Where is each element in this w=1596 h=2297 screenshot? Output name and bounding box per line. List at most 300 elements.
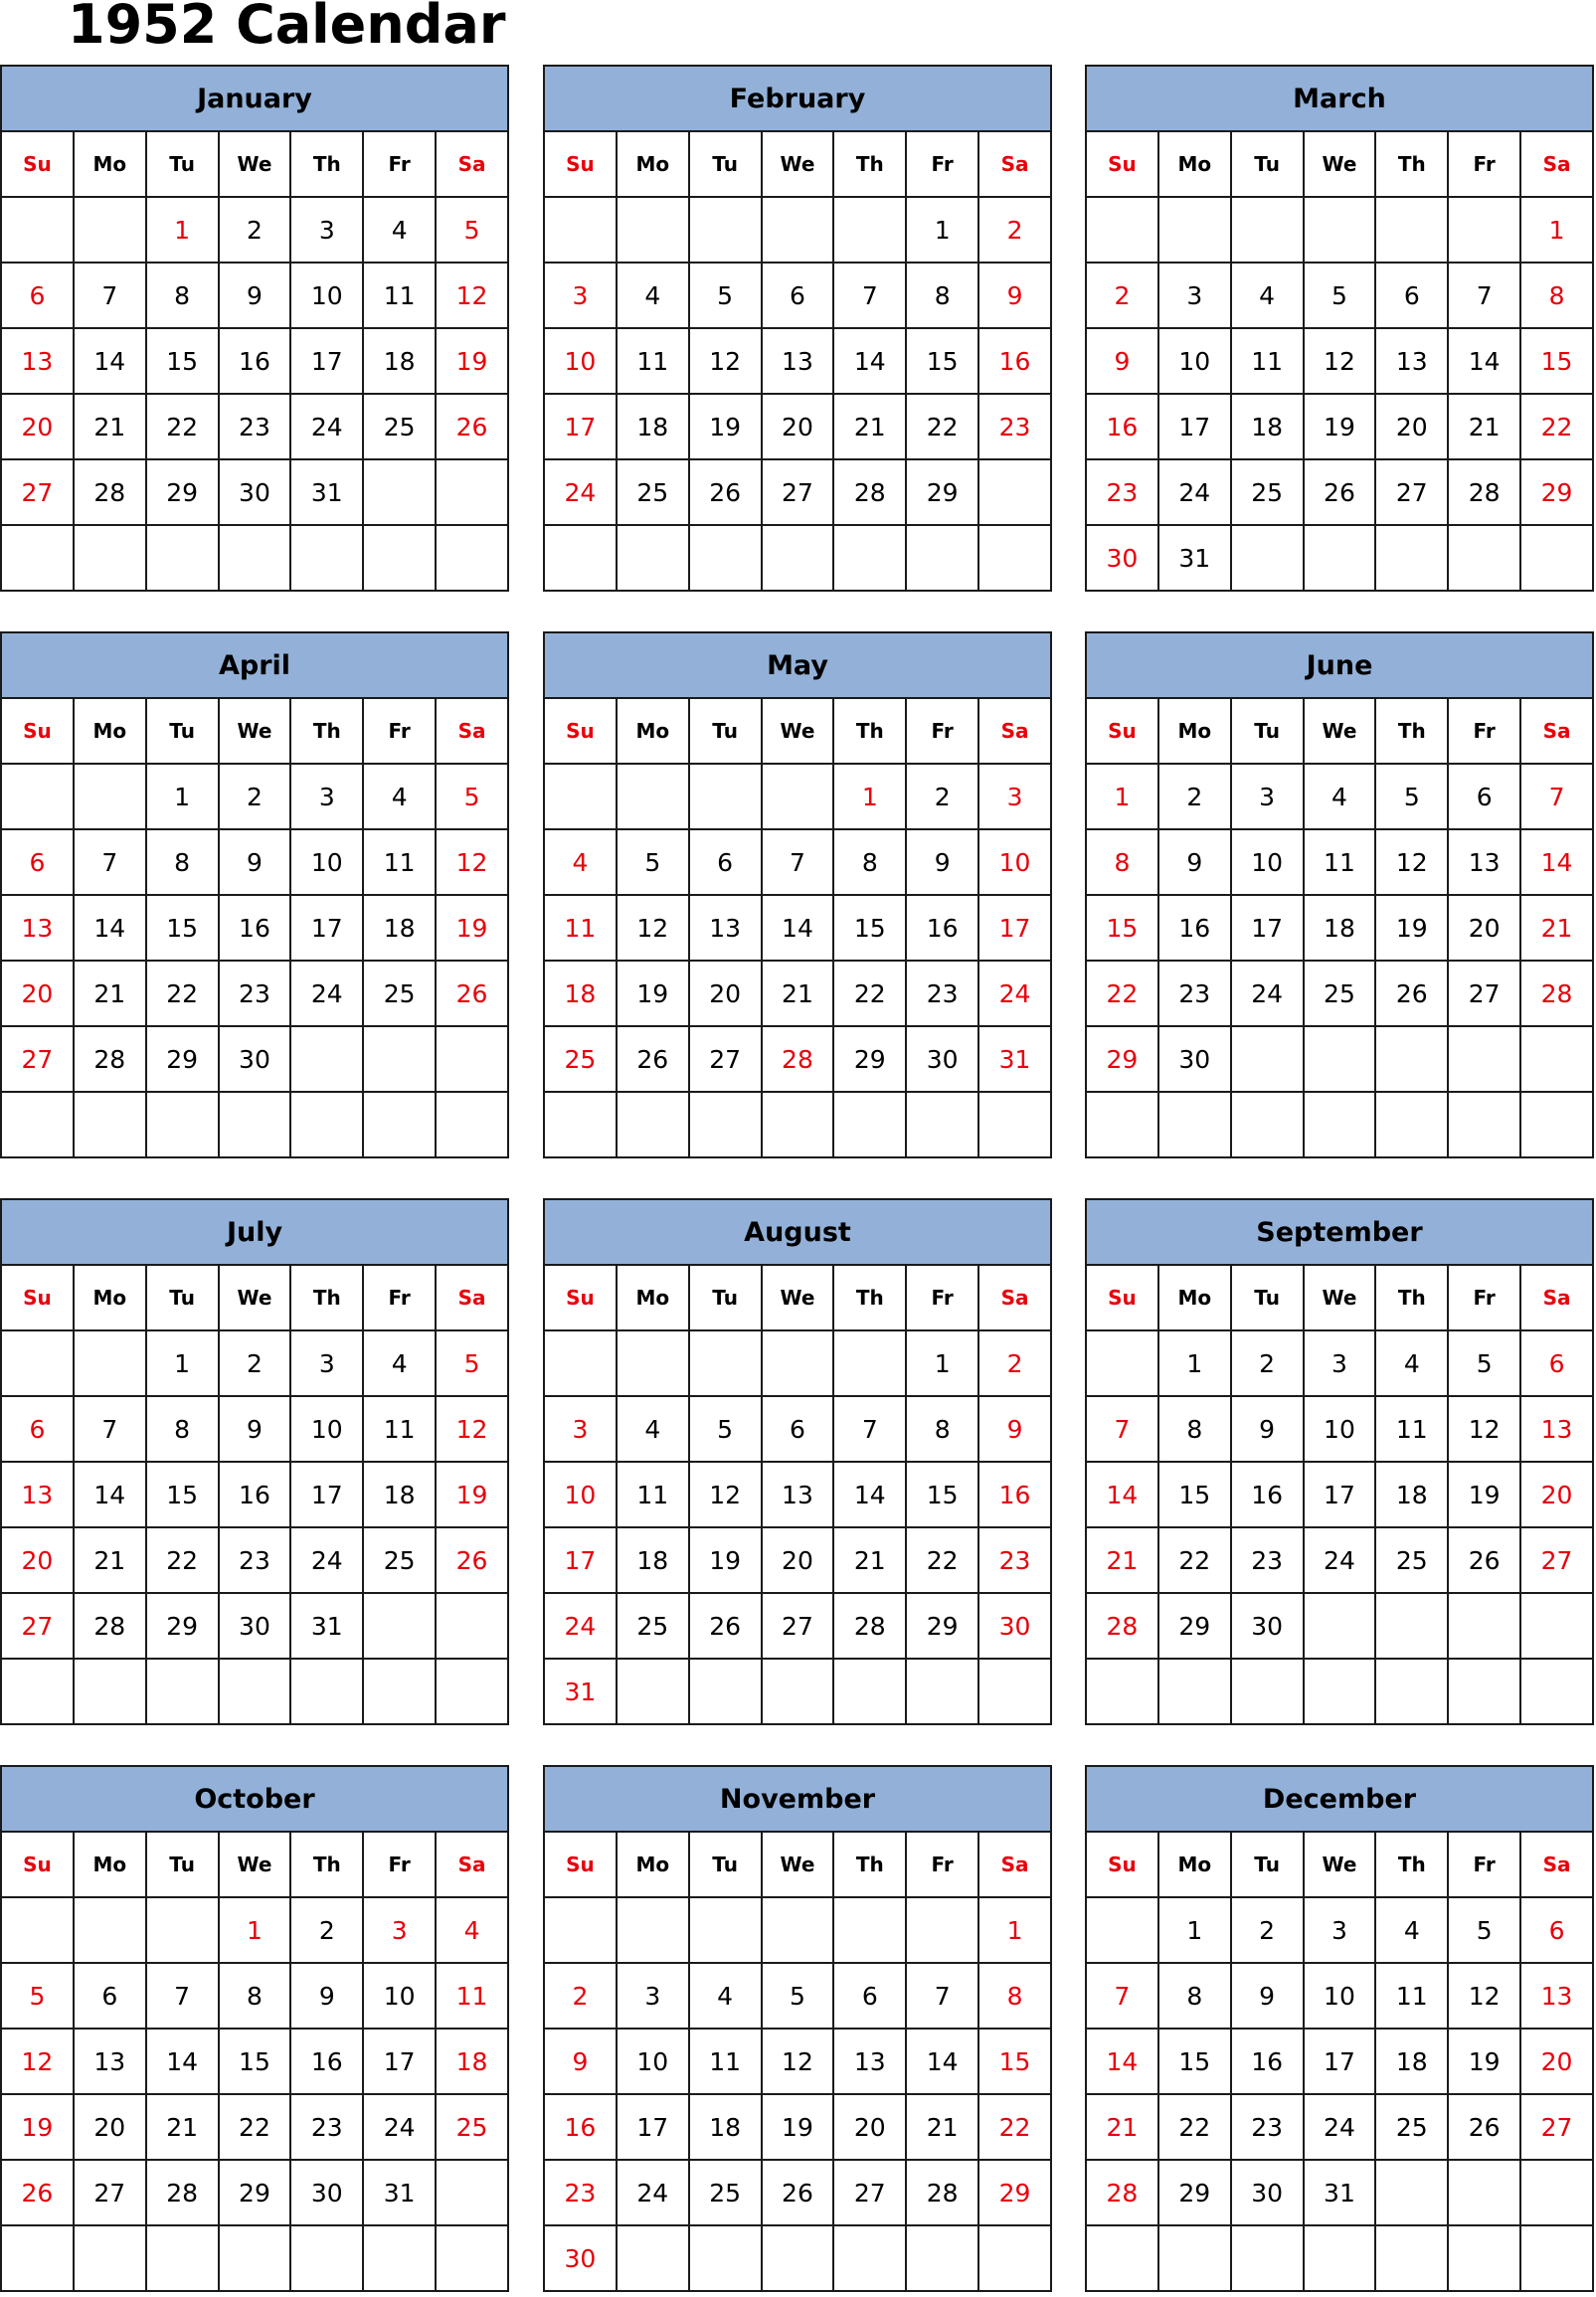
day-cell: 4 [689,1963,762,2029]
day-cell: 22 [146,961,219,1026]
weekday-label: We [762,131,834,197]
weekday-label: Tu [689,1832,762,1897]
weekday-label: Sa [436,131,508,197]
weekday-label: We [762,698,834,764]
day-cell: 1 [1158,1330,1231,1396]
day-cell: 12 [617,895,689,961]
month-february [543,65,1052,596]
empty-cell [617,2225,689,2291]
day-cell: 13 [1,895,74,961]
day-cell: 14 [833,1462,906,1527]
day-cell: 6 [1,1396,74,1462]
week-row [1086,525,1593,591]
day-cell: 19 [436,895,508,961]
day-cell: 1 [906,197,978,263]
day-cell: 11 [617,1462,689,1527]
day-cell: 4 [1375,1897,1448,1963]
empty-cell [219,1092,291,1157]
day-cell: 31 [978,1026,1051,1092]
day-cell: 12 [436,1396,508,1462]
empty-cell [978,459,1051,525]
day-cell: 31 [1304,2160,1376,2225]
week-row [544,1897,1051,1963]
day-cell: 8 [1158,1396,1231,1462]
week-row [1,328,508,394]
empty-cell [1,764,74,829]
day-cell: 16 [1231,1462,1304,1527]
day-cell: 4 [363,1330,436,1396]
week-row [544,459,1051,525]
week-row [1086,197,1593,263]
empty-cell [544,1897,617,1963]
empty-cell [1375,1593,1448,1659]
day-cell: 4 [436,1897,508,1963]
day-cell: 27 [762,459,834,525]
month-table [543,1765,1052,2292]
day-cell: 10 [1158,328,1231,394]
day-cell: 13 [1,1462,74,1527]
empty-cell [1086,2225,1158,2291]
day-cell: 23 [219,1527,291,1593]
day-cell: 27 [762,1593,834,1659]
empty-cell [1231,525,1304,591]
weekday-label: Th [833,698,906,764]
empty-cell [544,197,617,263]
day-cell: 16 [290,2029,363,2094]
day-cell: 1 [978,1897,1051,1963]
empty-cell [146,525,219,591]
month-table [0,631,509,1158]
day-cell: 11 [436,1963,508,2029]
day-cell: 23 [1231,2094,1304,2160]
day-cell: 27 [1,1593,74,1659]
empty-cell [1448,525,1520,591]
week-row [1086,1330,1593,1396]
weekday-label: Su [544,1832,617,1897]
empty-cell [219,1659,291,1724]
day-cell: 23 [1086,459,1158,525]
day-cell: 27 [1520,1527,1593,1593]
week-row [1086,394,1593,459]
day-cell: 12 [1448,1396,1520,1462]
empty-cell [1086,1092,1158,1157]
day-cell: 26 [436,394,508,459]
day-cell: 29 [833,1026,906,1092]
day-cell: 21 [74,1527,146,1593]
empty-cell [617,1330,689,1396]
day-cell: 19 [436,1462,508,1527]
day-cell: 20 [762,394,834,459]
week-row [544,1396,1051,1462]
day-cell: 25 [617,1593,689,1659]
empty-cell [1448,2160,1520,2225]
week-row [544,2225,1051,2291]
day-cell: 22 [1520,394,1593,459]
day-cell: 3 [290,764,363,829]
week-row [544,2094,1051,2160]
day-cell: 10 [1304,1963,1376,2029]
empty-cell [1448,2225,1520,2291]
weekday-label: Mo [74,698,146,764]
day-cell: 16 [1086,394,1158,459]
day-cell: 18 [689,2094,762,2160]
day-cell: 31 [290,1593,363,1659]
day-cell: 13 [1448,829,1520,895]
day-cell: 31 [363,2160,436,2225]
empty-cell [1448,197,1520,263]
day-cell: 2 [978,197,1051,263]
empty-cell [906,1897,978,1963]
week-row [1,2094,508,2160]
day-cell: 18 [1231,394,1304,459]
day-cell: 18 [1375,1462,1448,1527]
day-cell: 19 [1,2094,74,2160]
month-table [1085,1765,1594,2292]
day-cell: 24 [1304,2094,1376,2160]
day-cell: 28 [833,459,906,525]
weekday-label: Fr [363,1265,436,1330]
day-cell: 21 [146,2094,219,2160]
day-cell: 25 [363,961,436,1026]
week-row [1,1897,508,1963]
empty-cell [617,197,689,263]
day-cell: 16 [978,1462,1051,1527]
day-cell: 4 [1375,1330,1448,1396]
day-cell: 29 [906,459,978,525]
day-cell: 29 [146,1593,219,1659]
day-cell: 13 [1,328,74,394]
empty-cell [544,1330,617,1396]
day-cell: 7 [1520,764,1593,829]
day-cell: 7 [74,1396,146,1462]
day-cell: 2 [1158,764,1231,829]
weekday-label: Th [290,1265,363,1330]
day-cell: 1 [146,1330,219,1396]
day-cell: 8 [146,829,219,895]
empty-cell [762,764,834,829]
month-table [0,1765,509,2292]
day-cell: 5 [689,1396,762,1462]
day-cell: 8 [146,263,219,328]
week-row [1086,263,1593,328]
empty-cell [762,1897,834,1963]
week-row [1086,1092,1593,1157]
day-cell: 27 [1375,459,1448,525]
day-cell: 3 [978,764,1051,829]
day-cell: 28 [74,1593,146,1659]
weekday-label: Th [833,1265,906,1330]
empty-cell [290,1026,363,1092]
weekday-label: Su [544,698,617,764]
day-cell: 18 [617,394,689,459]
day-cell: 1 [1086,764,1158,829]
empty-cell [146,1897,219,1963]
day-cell: 12 [689,1462,762,1527]
day-cell: 10 [1231,829,1304,895]
day-cell: 22 [906,1527,978,1593]
month-table [0,1198,509,1725]
empty-cell [833,1092,906,1157]
day-cell: 31 [290,459,363,525]
day-cell: 1 [219,1897,291,1963]
day-cell: 6 [1520,1897,1593,1963]
empty-cell [1304,525,1376,591]
day-cell: 17 [290,1462,363,1527]
month-june [1085,631,1594,1162]
weekday-label: Fr [1448,1265,1520,1330]
day-cell: 23 [544,2160,617,2225]
week-row [1086,2225,1593,2291]
day-cell: 14 [74,895,146,961]
weekday-label: Th [1375,698,1448,764]
month-table [1085,631,1594,1158]
day-cell: 26 [1375,961,1448,1026]
day-cell: 31 [1158,525,1231,591]
day-cell: 25 [617,459,689,525]
empty-cell [1520,525,1593,591]
day-cell: 22 [219,2094,291,2160]
weekday-label: Tu [146,1832,219,1897]
empty-cell [762,197,834,263]
empty-cell [1520,1659,1593,1724]
day-cell: 9 [1086,328,1158,394]
day-cell: 1 [146,197,219,263]
day-cell: 8 [1158,1963,1231,2029]
week-row [544,394,1051,459]
day-cell: 8 [146,1396,219,1462]
weekday-label: Su [544,1265,617,1330]
empty-cell [74,764,146,829]
empty-cell [689,197,762,263]
empty-cell [1448,1026,1520,1092]
week-row [544,2029,1051,2094]
weekday-label: Sa [1520,131,1593,197]
week-row [1086,328,1593,394]
day-cell: 10 [363,1963,436,2029]
day-cell: 6 [762,263,834,328]
empty-cell [544,1092,617,1157]
empty-cell [1158,197,1231,263]
weekday-label: Th [833,131,906,197]
day-cell: 21 [1448,394,1520,459]
empty-cell [146,1092,219,1157]
day-cell: 25 [1375,1527,1448,1593]
weekday-label: Su [1,1832,74,1897]
empty-cell [1375,2225,1448,2291]
week-row [1086,1462,1593,1527]
day-cell: 2 [219,764,291,829]
day-cell: 2 [906,764,978,829]
day-cell: 15 [906,328,978,394]
day-cell: 14 [74,328,146,394]
day-cell: 8 [1086,829,1158,895]
day-cell: 16 [906,895,978,961]
day-cell: 3 [617,1963,689,2029]
empty-cell [74,2225,146,2291]
weekday-label: We [762,1265,834,1330]
empty-cell [363,1593,436,1659]
empty-cell [1304,197,1376,263]
day-cell: 12 [689,328,762,394]
day-cell: 11 [689,2029,762,2094]
day-cell: 8 [1520,263,1593,328]
day-cell: 14 [146,2029,219,2094]
day-cell: 9 [1158,829,1231,895]
empty-cell [74,525,146,591]
month-table [1085,1198,1594,1725]
day-cell: 21 [833,394,906,459]
day-cell: 30 [290,2160,363,2225]
day-cell: 14 [1520,829,1593,895]
empty-cell [1304,1092,1376,1157]
day-cell: 24 [617,2160,689,2225]
day-cell: 10 [544,328,617,394]
day-cell: 19 [689,1527,762,1593]
day-cell: 19 [1375,895,1448,961]
day-cell: 29 [978,2160,1051,2225]
day-cell: 28 [1520,961,1593,1026]
week-row [1,1527,508,1593]
day-cell: 22 [146,1527,219,1593]
day-cell: 3 [1158,263,1231,328]
weekday-label: Mo [1158,1265,1231,1330]
day-cell: 24 [363,2094,436,2160]
month-name: November [544,1766,1051,1832]
weekday-label: Tu [1231,131,1304,197]
empty-cell [1086,1897,1158,1963]
week-row [1086,961,1593,1026]
day-cell: 24 [544,1593,617,1659]
month-table [543,1198,1052,1725]
week-row [1086,1026,1593,1092]
month-may [543,631,1052,1162]
weekday-label: Fr [1448,1832,1520,1897]
empty-cell [74,1659,146,1724]
day-cell: 1 [833,764,906,829]
day-cell: 17 [290,328,363,394]
week-row [544,1963,1051,2029]
weekday-label: Su [544,131,617,197]
month-name: August [544,1199,1051,1265]
day-cell: 27 [1,1026,74,1092]
empty-cell [833,2225,906,2291]
weekday-label: Fr [906,1832,978,1897]
empty-cell [1231,2225,1304,2291]
week-row [544,197,1051,263]
day-cell: 26 [762,2160,834,2225]
weekday-label: Mo [1158,1832,1231,1897]
day-cell: 28 [762,1026,834,1092]
day-cell: 30 [219,459,291,525]
week-row [1,1462,508,1527]
week-row [544,764,1051,829]
day-cell: 27 [689,1026,762,1092]
empty-cell [762,1330,834,1396]
day-cell: 20 [1448,895,1520,961]
day-cell: 24 [1158,459,1231,525]
empty-cell [1231,1659,1304,1724]
week-row [1086,1396,1593,1462]
month-name: June [1086,632,1593,698]
day-cell: 23 [219,961,291,1026]
day-cell: 9 [1231,1396,1304,1462]
weekday-label: Su [1086,131,1158,197]
empty-cell [689,764,762,829]
weekday-label: Sa [978,131,1051,197]
month-march [1085,65,1594,596]
day-cell: 2 [1231,1897,1304,1963]
empty-cell [363,459,436,525]
day-cell: 26 [436,961,508,1026]
day-cell: 20 [1,961,74,1026]
day-cell: 15 [1158,1462,1231,1527]
day-cell: 5 [436,1330,508,1396]
empty-cell [363,1659,436,1724]
day-cell: 19 [617,961,689,1026]
empty-cell [689,1092,762,1157]
empty-cell [436,1659,508,1724]
day-cell: 15 [1520,328,1593,394]
day-cell: 3 [544,263,617,328]
weekday-label: Su [1086,1265,1158,1330]
week-row [544,961,1051,1026]
empty-cell [689,1897,762,1963]
day-cell: 24 [290,1527,363,1593]
day-cell: 4 [1231,263,1304,328]
day-cell: 29 [1086,1026,1158,1092]
day-cell: 10 [617,2029,689,2094]
day-cell: 15 [906,1462,978,1527]
day-cell: 21 [762,961,834,1026]
day-cell: 11 [1231,328,1304,394]
weekday-label: Mo [74,131,146,197]
day-cell: 26 [1448,2094,1520,2160]
day-cell: 6 [762,1396,834,1462]
empty-cell [1448,1659,1520,1724]
empty-cell [689,1659,762,1724]
week-row [544,1593,1051,1659]
empty-cell [436,459,508,525]
day-cell: 16 [219,1462,291,1527]
empty-cell [1520,1092,1593,1157]
day-cell: 13 [74,2029,146,2094]
day-cell: 7 [906,1963,978,2029]
week-row [1,895,508,961]
weekday-label: Sa [436,1265,508,1330]
weekday-label: Sa [436,1832,508,1897]
empty-cell [978,1092,1051,1157]
day-cell: 28 [1086,2160,1158,2225]
empty-cell [1304,1659,1376,1724]
week-row [1,2160,508,2225]
week-row [1086,2160,1593,2225]
weekday-label: We [219,698,291,764]
month-november [543,1765,1052,2296]
day-cell: 14 [833,328,906,394]
week-row [1086,1593,1593,1659]
day-cell: 18 [617,1527,689,1593]
month-table [543,631,1052,1158]
day-cell: 14 [1448,328,1520,394]
day-cell: 23 [1231,1527,1304,1593]
week-row [1,525,508,591]
empty-cell [1,1659,74,1724]
day-cell: 7 [1086,1396,1158,1462]
day-cell: 4 [363,197,436,263]
empty-cell [1520,1593,1593,1659]
day-cell: 21 [1086,2094,1158,2160]
day-cell: 24 [1304,1527,1376,1593]
